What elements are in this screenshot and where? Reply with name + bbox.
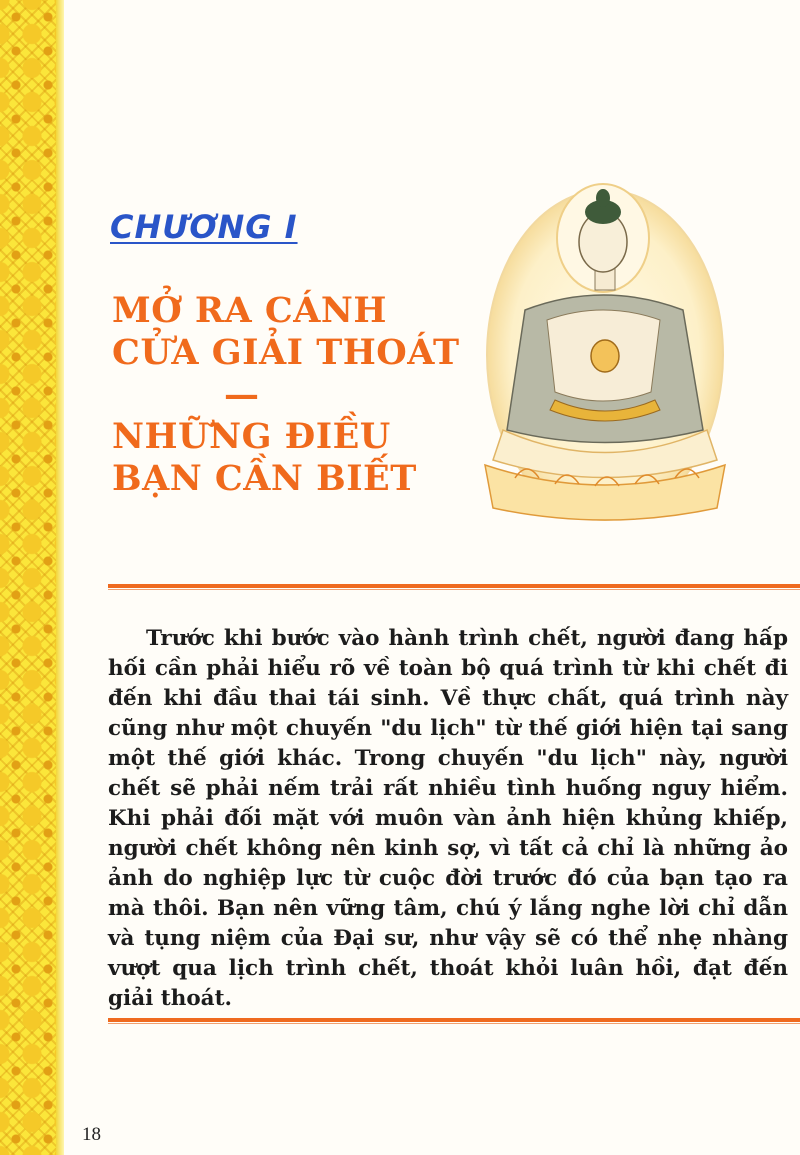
title-line-4: BẠN CẦN BIẾT (112, 458, 417, 499)
title-line-1: MỞ RA CÁNH (112, 290, 387, 331)
title-line-3: NHỮNG ĐIỀU (112, 416, 391, 457)
title-line-2: CỬA GIẢI THOÁT (112, 332, 460, 373)
border-edge (56, 0, 64, 1155)
chapter-label: CHƯƠNG I (110, 208, 298, 246)
page-number: 18 (82, 1124, 101, 1145)
chapter-title (112, 290, 460, 500)
body-paragraph: Trước khi bước vào hành trình chết, người đang hấp hối cần phải hiểu rõ về toàn bộ quá trình từ khi chết đi đến khi đầu thai tái sinh. Về thực chất, quá trình này cũng như một chuyến "du lịch" từ thế giới hiện tại sang một thế giới khác. Trong chuyến "du lịch" này, người chết sẽ phải nếm trải rất nhiều tình huống nguy hiểm. Khi phải đối mặt với muôn vàn ảnh hiện khủng khiếp, người chết không nên kinh sợ, vì tất cả chỉ là những ảo ảnh do nghiệp lực từ cuộc đời trước đó của bạn tạo ra mà thôi. Bạn nên vững tâm, chú ý lắng nghe lời chỉ dẫn và tụng niệm của Đại sư, như vậy sẽ có thể nhẹ nhàng vượt qua lịch trình chết, thoát khỏi luân hồi, đạt đến giải thoát. (108, 626, 788, 1011)
ornamental-border (0, 0, 64, 1155)
buddha-illustration (455, 160, 745, 530)
top-divider (108, 584, 800, 588)
bottom-divider (108, 1018, 800, 1022)
title-dash: — (224, 374, 260, 415)
